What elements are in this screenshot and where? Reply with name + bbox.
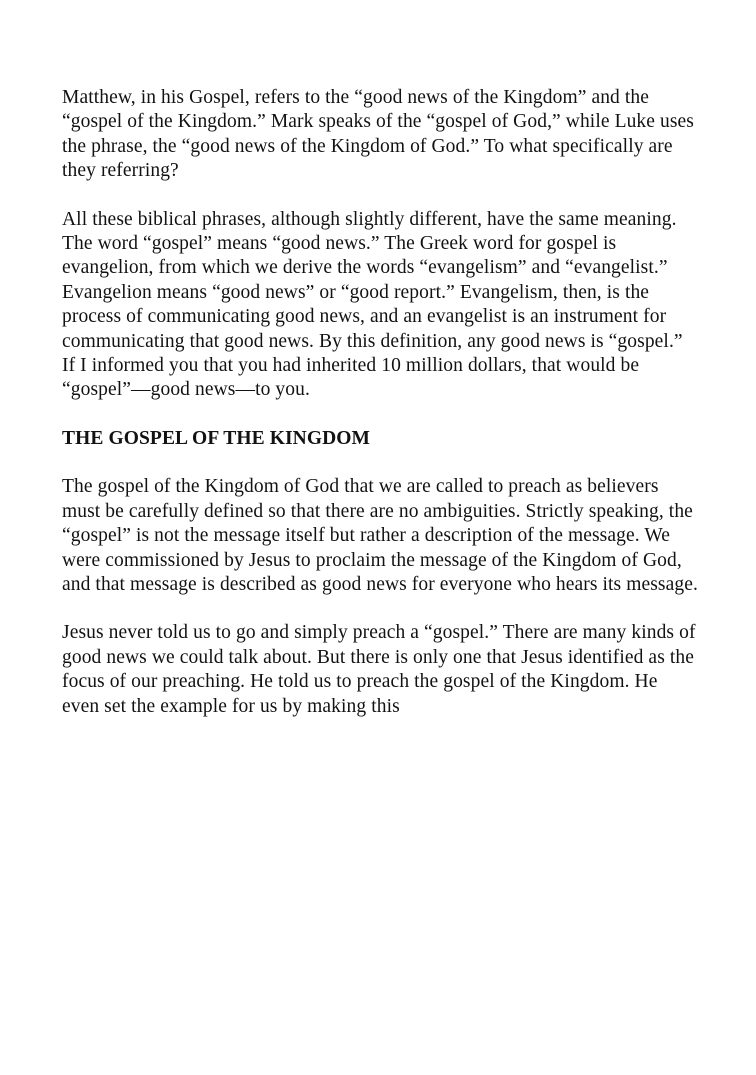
section-heading: THE GOSPEL OF THE KINGDOM bbox=[62, 427, 371, 449]
paragraph-2: All these biblical phrases, although slightly different, have the same meaning. The word “gospel” means “good news.” The Greek word for gospel is evangelion, from which we derive the words “evangelism” and “evangelist.” Evangelion means “good news” or “good report.” Evangelism, then, is the process of communicating good news, and an evangelist is an instrument for communicating that good news. By this definition, any good news is “gospel.” If I informed you that you had inherited 10 million dollars, that would be “gospel”—good news—to you. bbox=[62, 208, 683, 401]
paragraph-4: Jesus never told us to go and simply preach a “gospel.” There are many kinds of good news we could talk about. But there is only one that Jesus identified as the focus of our preaching. He told us to preach the gospel of the Kingdom. He even set the example for us by making this bbox=[62, 622, 696, 717]
paragraph-1: Matthew, in his Gospel, refers to the “good news of the Kingdom” and the “gospel of the Kingdom.” Mark speaks of the “gospel of God,” while Luke uses the phrase, the “good news of the Kingdom of God.” To what specifically are they referring? bbox=[62, 87, 694, 182]
paragraph-3: The gospel of the Kingdom of God that we are called to preach as believers must be carefully defined so that there are no ambiguities. Strictly speaking, the “gospel” is not the message itself but rather a description of the message. We were commissioned by Jesus to proclaim the message of the Kingdom of God, and that message is described as good news for everyone who hears its message. bbox=[62, 476, 698, 595]
